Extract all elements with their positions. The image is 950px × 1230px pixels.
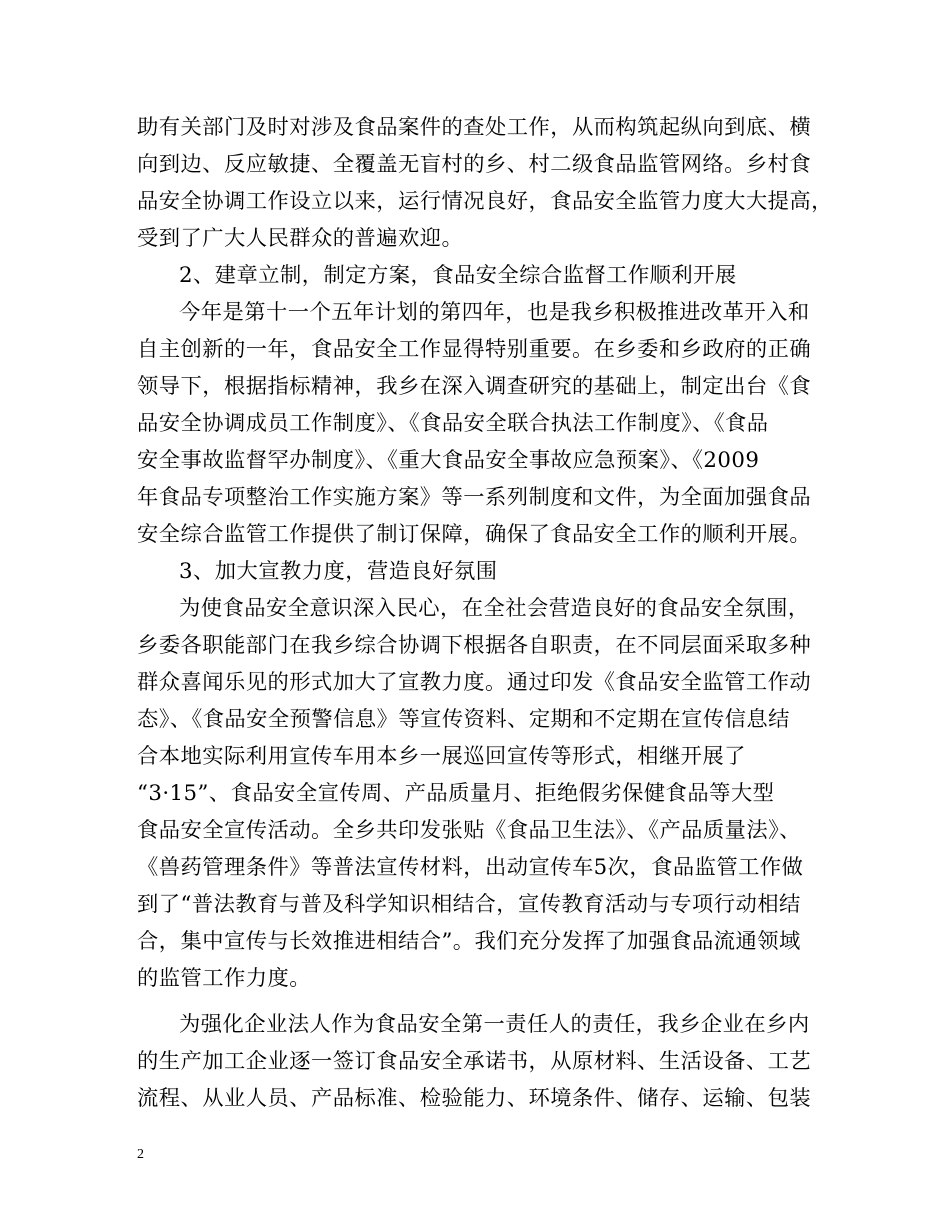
body-line — [0, 404, 950, 444]
text-line-3: 品安全协调工作设立以来，运行情况良好，食品安全监管力度大大提高， — [137, 189, 833, 214]
body-line — [0, 663, 950, 703]
text-line-10: 安全事故监督罕办制度》、《重大食品安全事故应急预案》、《2009 — [137, 448, 760, 473]
body-line — [0, 478, 950, 518]
body-line — [0, 922, 950, 962]
body-line — [0, 626, 950, 666]
text-line-18: 合本地实际利用宣传车用本乡一展巡回宣传等形式，相继开展了 — [137, 744, 746, 769]
text-line-11: 年食品专项整治工作实施方案》等一系列制度和文件，为全面加强食品 — [137, 485, 812, 510]
text-line-24: 的监管工作力度。 — [137, 966, 311, 991]
text-line-2: 向到边、反应敏捷、全覆盖无盲村的乡、村二级食品监管网络。乡村食 — [137, 152, 812, 177]
text-line-15: 乡委各职能部门在我乡综合协调下根据各自职责，在不同层面采取多种 — [137, 633, 812, 658]
body-line — [0, 145, 950, 185]
text-line-21: 《兽药管理条件》等普法宣传材料，出动宣传车5次，食品监管工作做 — [137, 855, 804, 880]
body-line — [0, 774, 950, 814]
page-number: 2 — [137, 1147, 144, 1162]
text-line-4: 受到了广大人民群众的普遍欢迎。 — [137, 226, 464, 251]
body-line — [0, 182, 950, 222]
text-line-17: 态》、《食品安全预警信息》等宣传资料、定期和不定期在宣传信息结 — [137, 707, 790, 732]
body-line — [0, 848, 950, 888]
text-line-6: 今年是第十一个五年计划的第四年，也是我乡积极推进改革开入和 — [179, 300, 810, 325]
body-line — [0, 330, 950, 370]
section-heading — [0, 256, 950, 296]
body-line — [0, 700, 950, 740]
text-line-9: 品安全协调成员工作制度》、《食品安全联合执法工作制度》、《食品 — [137, 411, 769, 436]
text-line-26: 的生产加工企业逐一签订食品安全承诺书，从原材料、生活设备、工艺 — [137, 1049, 812, 1074]
text-line-8: 领导下，根据指标精神，我乡在深入调查研究的基础上，制定出台《食 — [137, 374, 812, 399]
body-line — [0, 441, 950, 481]
body-line — [0, 515, 950, 555]
heading-2: 2、建章立制，制定方案，食品安全综合监督工作顺利开展 — [179, 263, 737, 288]
text-line-12: 安全综合监管工作提供了制订保障，确保了食品安全工作的顺利开展。 — [137, 522, 812, 547]
text-line-22: 到了“普法教育与普及科学知识相结合，宣传教育活动与专项行动相结 — [137, 892, 801, 917]
body-line — [0, 737, 950, 777]
body-line — [0, 811, 950, 851]
body-line — [0, 293, 950, 333]
text-line-1: 助有关部门及时对涉及食品案件的查处工作，从而构筑起纵向到底、横 — [137, 115, 812, 140]
body-line — [0, 108, 950, 148]
heading-3: 3、加大宣教力度，营造良好氛围 — [179, 559, 498, 584]
body-line — [0, 589, 950, 629]
body-line — [0, 1079, 950, 1119]
text-line-23: 合，集中宣传与长效推进相结合”。我们充分发挥了加强食品流通领域 — [137, 929, 801, 954]
text-line-16: 群众喜闻乐见的形式加大了宣教力度。通过印发《食品安全监管工作动 — [137, 670, 812, 695]
text-line-19: “3·15”、食品安全宣传周、产品质量月、拒绝假劣保健食品等大型 — [137, 781, 775, 806]
section-heading — [0, 552, 950, 592]
body-line — [0, 959, 950, 999]
text-line-14: 为使食品安全意识深入民心，在全社会营造良好的食品安全氛围， — [179, 596, 810, 621]
body-line — [0, 219, 950, 259]
body-line — [0, 1042, 950, 1082]
text-line-20: 食品安全宣传活动。全乡共印发张贴《食品卫生法》、《产品质量法》、 — [137, 818, 801, 843]
text-line-7: 自主创新的一年，食品安全工作显得特别重要。在乡委和乡政府的正确 — [137, 337, 812, 362]
text-line-25: 为强化企业法人作为食品安全第一责任人的责任，我乡企业在乡内 — [179, 1012, 810, 1037]
body-line — [0, 885, 950, 925]
body-line — [0, 367, 950, 407]
body-line — [0, 1005, 950, 1045]
text-line-27: 流程、从业人员、产品标准、检验能力、环境条件、储存、运输、包装 — [137, 1086, 812, 1111]
